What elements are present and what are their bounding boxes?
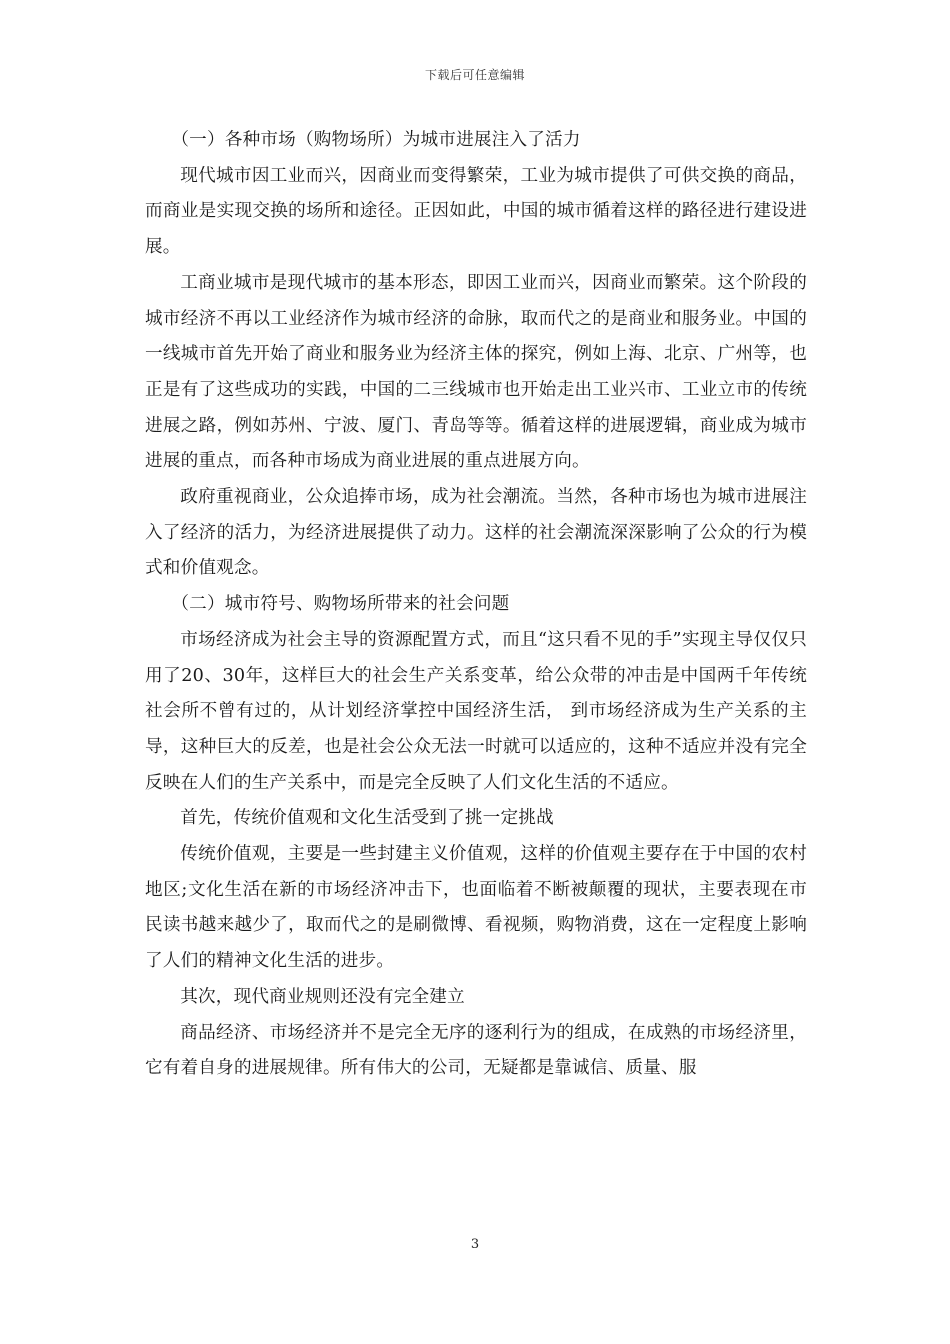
paragraph: 现代城市因工业而兴，因商业而变得繁荣，工业为城市提供了可供交换的商品，而商业是实现交换的场所和途径。正因如此，中国的城市循着这样的路径进行建设进展。 bbox=[145, 165, 807, 258]
paragraph: 工商业城市是现代城市的基本形态，即因工业而兴，因商业而繁荣。这个阶段的城市经济不再以工业经济作为城市经济的命脉，取而代之的是商业和服务业。中国的一线城市首先开始了商业和服务业为经济主体的探究，例如上海、北京、广州等，也正是有了这些成功的实践，中国的二三线城市也开始走出工业兴市、工业立市的传统进展之路，例如苏州、宁波、厦门、青岛等等。循着这样的进展逻辑，商业成为城市进展的重点，而各种市场成为商业进展的重点进展方向。 bbox=[145, 272, 807, 472]
paragraph: 传统价值观，主要是一些封建主义价值观，这样的价值观主要存在于中国的农村地区;文化生活在新的市场经济冲击下，也面临着不断被颠覆的现状，主要表现在市民读书越来越少了，取而代之的是刷微博、看视频，购物消费，这在一定程度上影响了人们的精神文化生活的进步。 bbox=[145, 844, 807, 972]
section-heading-2: （二）城市符号、购物场所带来的社会问题 bbox=[171, 594, 510, 615]
subheading-second: 其次，现代商业规则还没有完全建立 bbox=[180, 986, 465, 1007]
paragraph: 政府重视商业，公众追捧市场，成为社会潮流。当然，各种市场也为城市进展注入了经济的活力，为经济进展提供了动力。这样的社会潮流深深影响了公众的行为模式和价值观念。 bbox=[145, 487, 807, 579]
document-body bbox=[145, 123, 807, 1087]
section-heading-1: （一）各种市场（购物场所）为城市进展注入了活力 bbox=[171, 130, 581, 150]
page-header: 下载后可任意编辑 bbox=[424, 68, 525, 82]
page-number: 3 bbox=[470, 1237, 480, 1252]
subheading-first: 首先，传统价值观和文化生活受到了挑一定挑战 bbox=[180, 808, 554, 829]
paragraph: 商品经济、市场经济并不是完全无序的逐利行为的组成，在成熟的市场经济里，它有着自身的进展规律。所有伟大的公司，无疑都是靠诚信、质量、服 bbox=[145, 1022, 807, 1079]
paragraph: 市场经济成为社会主导的资源配置方式，而且“这只看不见的手”实现主导仅仅只用了20、30年，这样巨大的社会生产关系变革，给公众带的冲击是中国两千年传统社会所不曾有过的，从计划经济掌控中国经济生活， 到市场经济成为生产关系的主导，这种巨大的反差，也是社会公众无法一时就可以适应的，这种不适应并没有完全反映在人们的生产关系中，而是完全反映了人们文化生活的不适应。 bbox=[145, 629, 807, 793]
